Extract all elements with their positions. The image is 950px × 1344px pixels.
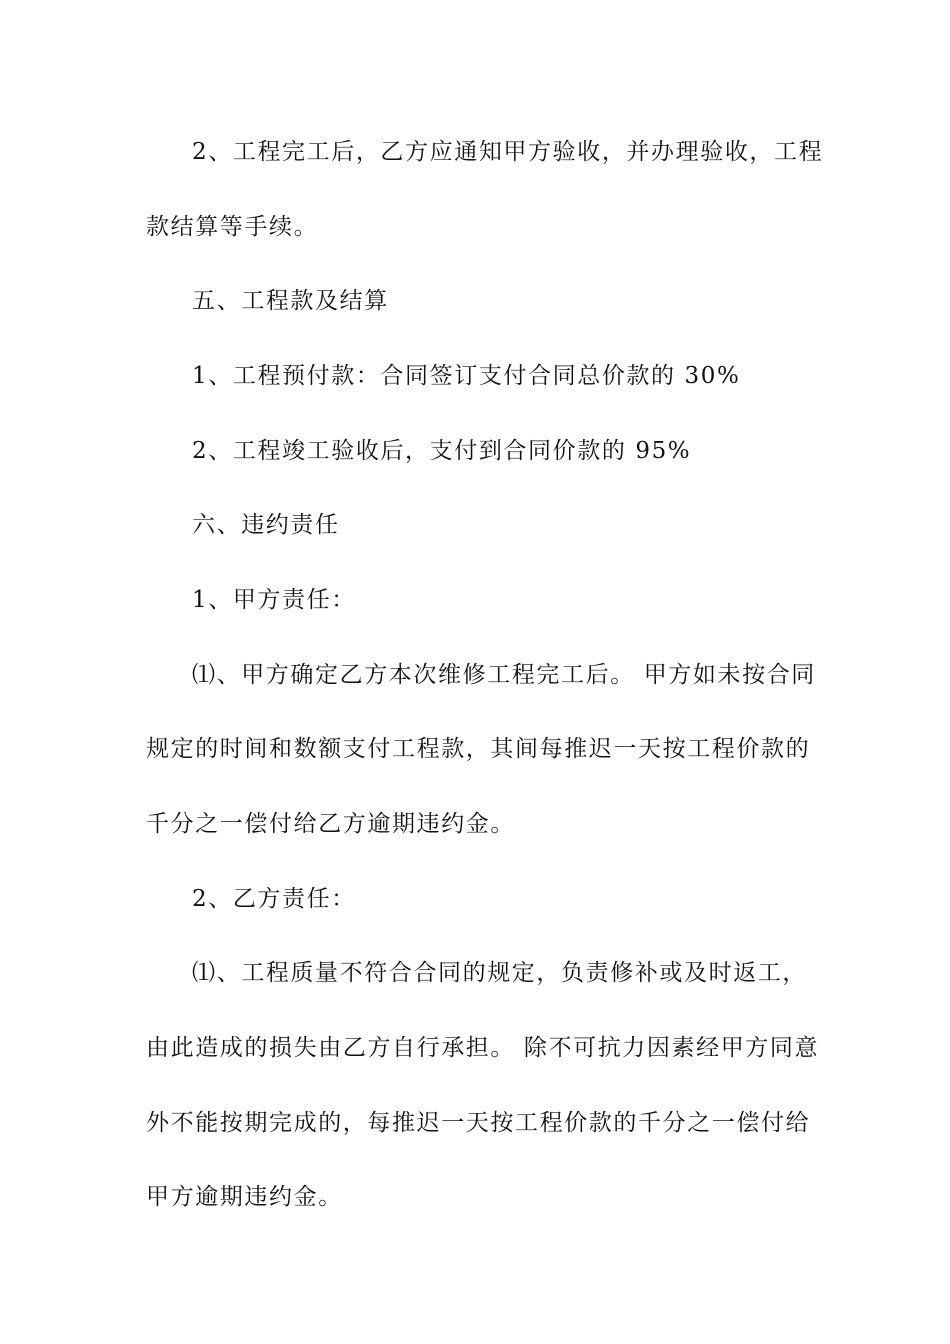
paragraph-line: ⑴、工程质量不符合合同的规定，负责修补或及时返工， xyxy=(192,960,807,986)
paragraph-line: 甲方逾期违约金。 xyxy=(146,1184,343,1210)
subsection-heading: 2、乙方责任： xyxy=(192,886,356,912)
section-heading: 五、工程款及结算 xyxy=(192,288,389,314)
paragraph-line: 规定的时间和数额支付工程款，其间每推迟一天按工程价款的 xyxy=(146,736,811,762)
section-heading: 六、违约责任 xyxy=(192,512,340,538)
paragraph-line: 1、工程预付款：合同签订支付合同总价款的 30% xyxy=(192,363,741,389)
paragraph-line: 款结算等手续。 xyxy=(146,214,319,240)
paragraph-line: 千分之一偿付给乙方逾期违约金。 xyxy=(146,811,515,837)
paragraph-line: 由此造成的损失由乙方自行承担。 除不可抗力因素经甲方同意 xyxy=(146,1035,820,1061)
paragraph-line: 2、工程完工后，乙方应通知甲方验收，并办理验收，工程 xyxy=(192,139,824,165)
paragraph-line: 外不能按期完成的，每推迟一天按工程价款的千分之一偿付给 xyxy=(146,1110,811,1136)
subsection-heading: 1、甲方责任： xyxy=(192,587,356,613)
paragraph-line: ⑴、甲方确定乙方本次维修工程完工后。 甲方如未按合同 xyxy=(192,662,816,688)
paragraph-line: 2、工程竣工验收后，支付到合同价款的 95% xyxy=(192,438,692,464)
